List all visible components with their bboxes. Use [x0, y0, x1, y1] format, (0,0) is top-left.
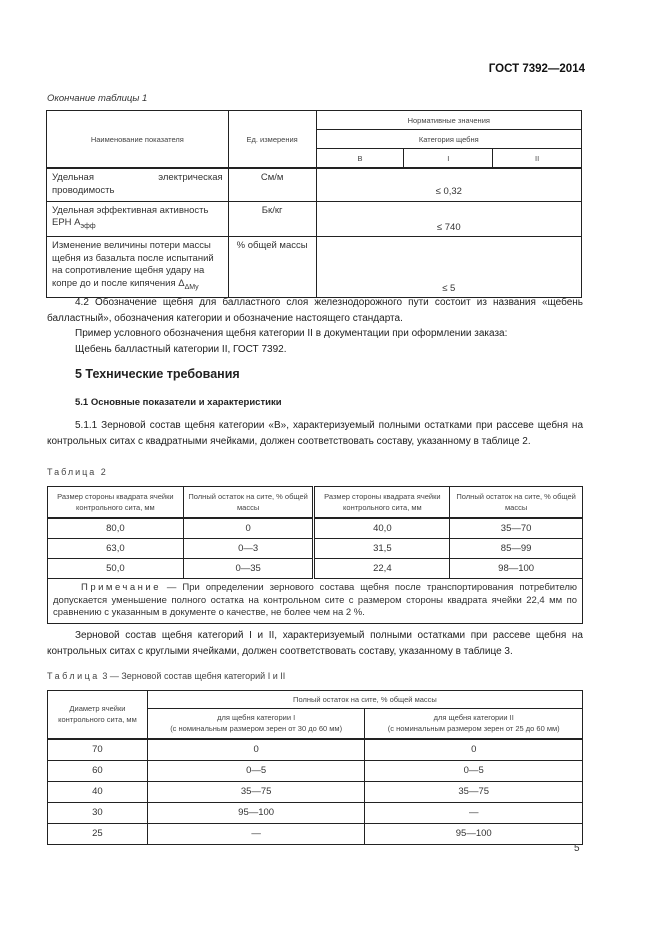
- cell-value: ≤ 740: [316, 201, 581, 237]
- cell-value: ≤ 5: [316, 237, 581, 298]
- cell: 80,0: [48, 518, 184, 539]
- paragraph-5-1-1: 5.1.1 Зерновой состав щебня категории «В», характеризуемый полными остатками при рассеве щебня на контрольных ситах с квадратными ячейками, должен соответствовать составу, указанному в таблице 2.: [47, 420, 583, 447]
- col-header-category: Категория щебня: [316, 130, 581, 149]
- cell: 0—3: [183, 539, 314, 559]
- col-header-cat-b: В: [316, 149, 404, 169]
- cell: 95—100: [365, 823, 583, 844]
- cell: 30: [48, 802, 148, 823]
- cell-name: Удельная эффективная активность ЕРН $А_{эфф}$: [47, 201, 229, 237]
- col-header-cat-2: для щебня категории II (с номинальным размером зерен от 25 до 60 мм): [365, 709, 583, 739]
- cell-name: Изменение величины потери массы щебня из базальта после испытаний на сопротивление щебня удару на копре до и после кипячения $\Delta_{\Delta My}$: [47, 237, 229, 298]
- table-note: [48, 579, 583, 624]
- cell: 98—100: [450, 559, 583, 579]
- col-header-cat-2: II: [493, 149, 582, 169]
- cell: 31,5: [314, 539, 450, 559]
- col-header-cat-1: для щебня категории I (с номинальным размером зерен от 30 до 60 мм): [147, 709, 365, 739]
- table-row: [48, 823, 583, 844]
- table-2: [47, 486, 583, 624]
- section-4-2: [47, 295, 583, 357]
- cell: 60: [48, 760, 148, 781]
- cell: 22,4: [314, 559, 450, 579]
- cell-unit: См/м: [228, 168, 316, 201]
- paragraph-table3-intro: Зерновой состав щебня категорий I и II, характеризуемый полными остатками при рассеве щебня на контрольных ситах с круглыми ячейками, должен соответствовать составу, указанному в таблице 3.: [47, 630, 583, 657]
- cell: 0: [147, 739, 365, 761]
- col-header: Размер стороны квадрата ячейки контрольного сита, мм: [48, 487, 184, 519]
- col-header-name: Наименование показателя: [47, 111, 229, 169]
- table-note-row: [48, 579, 583, 624]
- table-row: [48, 760, 583, 781]
- table-row: [48, 802, 583, 823]
- table2-caption: Таблица 2: [47, 467, 108, 477]
- table1-caption: Окончание таблицы 1: [47, 93, 148, 104]
- table-1: [46, 110, 582, 298]
- col-header: Полный остаток на сите, % общей массы: [450, 487, 583, 519]
- cell: 35—70: [450, 518, 583, 539]
- col-header-unit: Ед. измерения: [228, 111, 316, 169]
- paragraph-designation: Щебень балластный категории II, ГОСТ 7392.: [75, 343, 287, 355]
- cell: 40,0: [314, 518, 450, 539]
- paragraph-example: Пример условного обозначения щебня категории II в документации при оформлении заказа:: [75, 328, 508, 339]
- cell: 0—35: [183, 559, 314, 579]
- col-header-residue: Полный остаток на сите, % общей массы: [147, 691, 582, 709]
- table-3: [47, 690, 583, 845]
- cell: 63,0: [48, 539, 184, 559]
- cell: —: [365, 802, 583, 823]
- cell: —: [147, 823, 365, 844]
- col-header: Размер стороны квадрата ячейки контрольного сита, мм: [314, 487, 450, 519]
- table-row: [48, 739, 583, 761]
- cell: 40: [48, 781, 148, 802]
- table-row: [47, 201, 582, 237]
- section-5-1-title: 5.1 Основные показатели и характеристики: [75, 397, 282, 408]
- cell-value: ≤ 0,32: [316, 168, 581, 201]
- section-5-title: 5 Технические требования: [75, 367, 240, 381]
- table3-caption: Таблица 3 — Зерновой состав щебня категорий I и II: [47, 671, 286, 681]
- cell-unit: Бк/кг: [228, 201, 316, 237]
- col-header-normative: Нормативные значения: [316, 111, 581, 130]
- cell: 35—75: [365, 781, 583, 802]
- cell: 50,0: [48, 559, 184, 579]
- col-header: Полный остаток на сите, % общей массы: [183, 487, 314, 519]
- cell: 85—99: [450, 539, 583, 559]
- paragraph-4-2: 4.2 Обозначение щебня для балластного слоя железнодорожного пути состоит из названия «щебень балластный», обозначения категории и обозначение настоящего стандарта.: [47, 297, 583, 324]
- cell: 70: [48, 739, 148, 761]
- cell: 0—5: [147, 760, 365, 781]
- table-row: [48, 539, 583, 559]
- col-header-diameter: Диаметр ячейки контрольного сита, мм: [48, 691, 148, 739]
- cell: 0: [183, 518, 314, 539]
- note-text: — При определении зернового состава щебня после транспортирования потребителю допускается уменьшение полного остатка на контрольном сите с размером стороны квадрата ячейки 22,4 мм по сравнению с указанным в документе о качестве, не более чем на 2 %.: [53, 582, 577, 618]
- note-label: Примечание: [81, 582, 161, 593]
- cell: 35—75: [147, 781, 365, 802]
- table-row: [48, 518, 583, 539]
- col-header-cat-1: I: [404, 149, 493, 169]
- table-row: [47, 168, 582, 201]
- cell: 0: [365, 739, 583, 761]
- cell-name: Удельная электрическая проводимость: [47, 168, 229, 201]
- cell-unit: % общей массы: [228, 237, 316, 298]
- table-row: [48, 559, 583, 579]
- cell: 25: [48, 823, 148, 844]
- document-header: ГОСТ 7392—2014: [488, 63, 585, 75]
- table-row: [48, 781, 583, 802]
- cell: 0—5: [365, 760, 583, 781]
- table-row: [47, 237, 582, 298]
- page-number: 5: [574, 843, 580, 854]
- cell: 95—100: [147, 802, 365, 823]
